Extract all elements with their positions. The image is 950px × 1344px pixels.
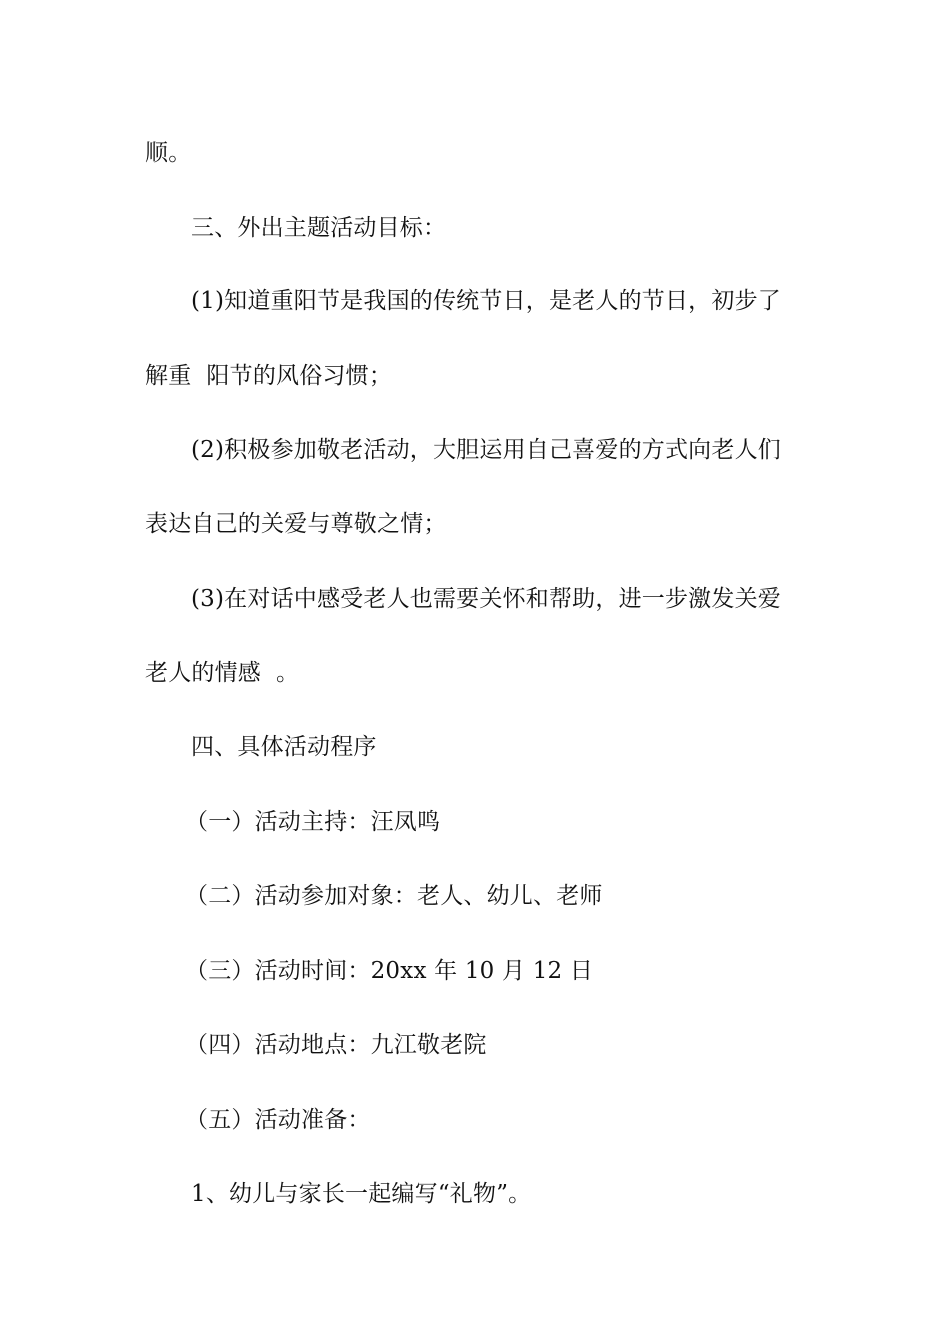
list-item: （三）活动时间：20xx 年 10 月 12 日 [185, 958, 594, 984]
list-item: （二）活动参加对象：老人、幼儿、老师 [185, 883, 603, 909]
paragraph-line: (2)积极参加敬老活动，大胆运用自己喜爱的方式向老人们 [191, 437, 781, 463]
paragraph-line: (3)在对话中感受老人也需要关怀和帮助，进一步激发关爱 [191, 586, 781, 612]
paragraph-line: 解重 阳节的风俗习惯； [145, 363, 393, 389]
paragraph-line: 老人的情感 。 [145, 660, 300, 686]
list-item: （五）活动准备： [185, 1107, 371, 1133]
list-item: （一）活动主持：汪凤鸣 [185, 809, 441, 835]
paragraph-line: (1)知道重阳节是我国的传统节日，是老人的节日，初步了 [191, 288, 781, 314]
section-heading: 四、具体活动程序 [191, 734, 377, 760]
section-heading: 三、外出主题活动目标： [191, 215, 447, 241]
paragraph-line: 顺。 [145, 140, 192, 166]
list-item: 1、幼儿与家长一起编写“礼物”。 [191, 1181, 532, 1207]
paragraph-line: 表达自己的关爱与尊敬之情； [145, 511, 447, 537]
list-item: （四）活动地点：九江敬老院 [185, 1032, 487, 1058]
